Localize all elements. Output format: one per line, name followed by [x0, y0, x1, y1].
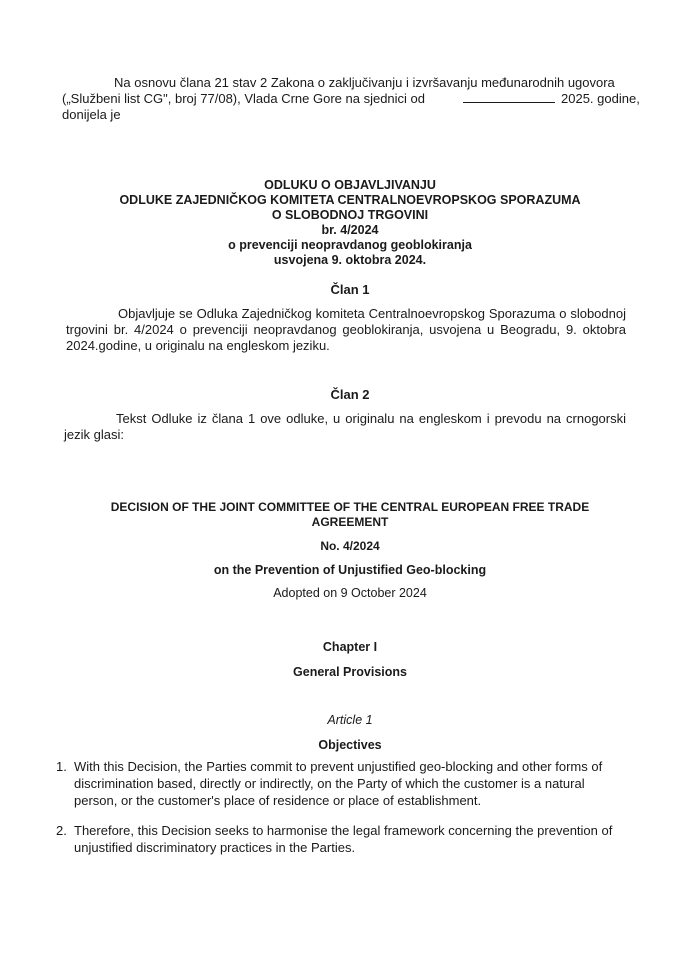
me-title-line-1: ODLUKU O OBJAVLJIVANJU	[264, 178, 436, 192]
en-title-line-1: DECISION OF THE JOINT COMMITTEE OF THE CENTRAL EUROPEAN FREE TRADE	[110, 500, 590, 514]
en-title-adopted: Adopted on 9 October 2024	[273, 586, 427, 600]
en-title-line-2: AGREEMENT	[311, 515, 389, 529]
preamble-line-1: Na osnovu člana 21 stav 2 Zakona o zaključivanju i izvršavanju međunarodnih ugovora	[114, 75, 615, 90]
chapter-label: Chapter I	[322, 640, 378, 654]
item-number: 1.	[56, 759, 67, 774]
me-title-adopted: usvojena 9. oktobra 2024.	[273, 253, 427, 267]
clan-2-heading: Član 2	[330, 387, 370, 402]
item-text: With this Decision, the Parties commit to prevent unjustified geo-blocking and other forms of discrimination based, directly or indirectly, on the Party of which the customer is a natural person, or the customer's place of residence or place of establishment.	[74, 759, 603, 808]
article-1-item-2	[56, 822, 626, 856]
preamble-line-2-end: 2025. godine,	[561, 91, 640, 106]
date-blank-line	[463, 92, 555, 103]
preamble-line-2	[62, 91, 640, 107]
chapter-title: General Provisions	[293, 665, 407, 679]
me-title-line-3: O SLOBODNOJ TRGOVINI	[271, 208, 429, 222]
me-title-block	[60, 178, 640, 268]
me-title-number: br. 4/2024	[321, 223, 379, 237]
item-text: Therefore, this Decision seeks to harmonise the legal framework concerning the prevention of unjustified discriminatory practices in the Parties.	[74, 823, 613, 855]
preamble	[62, 75, 640, 123]
clan-2-text: Tekst Odluke iz člana 1 ove odluke, u originalu na engleskom i prevodu na crnogorski jezik glasi:	[64, 411, 626, 442]
item-number: 2.	[56, 823, 67, 838]
preamble-line-3: donijela je	[62, 107, 121, 122]
me-title-line-2: ODLUKE ZAJEDNIČKOG KOMITETA CENTRALNOEVROPSKOG SPORAZUMA	[119, 193, 581, 207]
en-title-number: No. 4/2024	[320, 539, 380, 553]
article-1-title: Objectives	[318, 738, 382, 752]
clan-1-text: Objavljuje se Odluka Zajedničkog komiteta Centralnoevropskog Sporazuma o slobodnoj trgovini br. 4/2024 o prevenciji neopravdanog geoblokiranja, usvojena u Beogradu, 9. oktobra 2024.godine, u originalu na engleskom jeziku.	[66, 306, 626, 353]
en-title-subject: on the Prevention of Unjustified Geo-blocking	[213, 563, 487, 577]
article-1-label: Article 1	[327, 713, 373, 727]
preamble-line-2-start: („Službeni list CG", broj 77/08), Vlada Crne Gore na sjednici od	[62, 91, 426, 106]
clan-1-heading: Član 1	[330, 282, 370, 297]
me-title-subject: o prevenciji neopravdanog geoblokiranja	[228, 238, 472, 252]
en-title-block	[60, 500, 640, 601]
article-1-item-1	[56, 758, 626, 809]
